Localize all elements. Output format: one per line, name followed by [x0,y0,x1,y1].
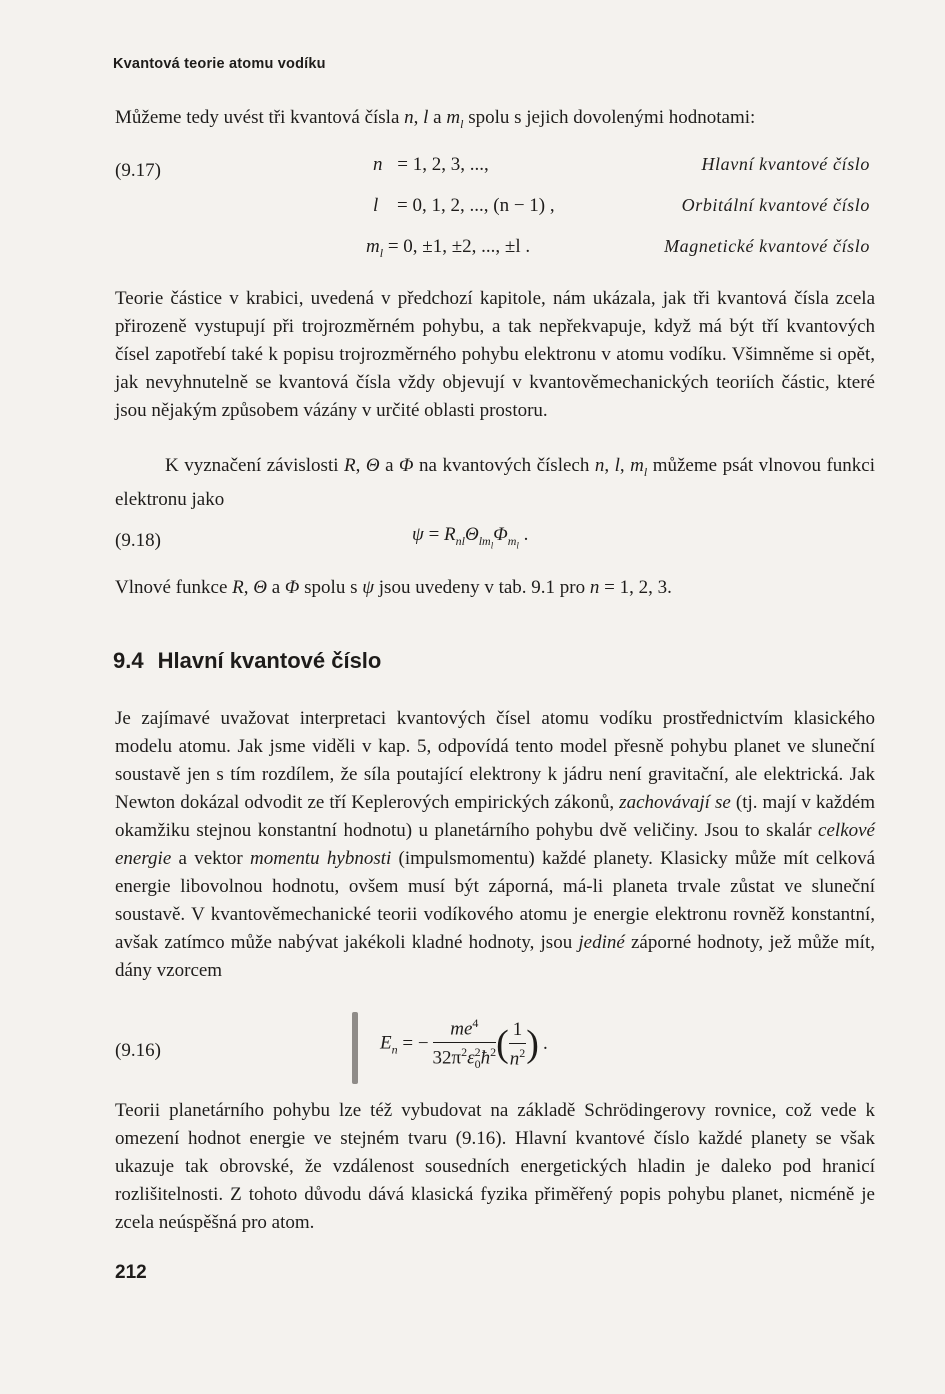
para2-text-c: můžeme psát vlnovou funkci elektronu jako [115,455,875,510]
para2-var-phi: Φ [399,455,414,476]
para2-var-m-sub: l [643,464,648,479]
para4-italic-angular-momentum: momentu hybnosti [250,848,392,869]
para2-comma: , [604,455,615,476]
eq917-row1-label: Hlavní kvantové číslo [701,154,870,174]
eq918-psi: ψ [412,524,424,545]
eq918-theta-sub: lm [478,533,491,548]
eq918-R: R [444,524,456,545]
eq917-number: (9.17) [115,160,161,181]
eq918-theta: Θ [464,524,479,545]
para3-and: a [266,577,285,598]
eq917-row1 [373,154,489,176]
eq916-num: me [450,1018,473,1040]
intro-rest: spolu s jejich dovolenými hodnotami: [463,107,756,128]
eq917-row3-rhs: 0, ±1, ±2, ..., ±l . [403,236,531,257]
para3-var-psi: ψ [362,577,375,598]
eq918-body [412,524,528,550]
paragraph-planetary: Teorii planetárního pohybu lze též vybudovat na základě Schrödingerovy rovnice, což vede k omezení hodnot energie ve stejném tvaru (9.16). Hlavní kvantové číslo každé planety se však ukazuje tak obrovské, že vzdálenost sousedních energetických hladin je daleko pod hranicí rozlišitelnosti. Z tohoto důvodu dává klasická fyzika přiměřený popis pohybu planet, nicméně je zcela neúspěšná pro atom. [115,1100,875,1233]
para2-var-n: n [594,455,605,476]
eq917-row2-label: Orbitální kvantové číslo [681,195,870,215]
para4-text-c: a vektor [171,848,250,869]
para4-italic-conserved: zachovávají se [619,792,731,813]
eq916-den-hbar-sup: 2 [490,1045,497,1060]
eq916-den-eps-sub: 0 [474,1057,481,1072]
eq916-number: (9.16) [115,1040,161,1061]
eq916-den: 32π [432,1047,462,1069]
eq916-inner-den: n [509,1047,520,1069]
eq918-number: (9.18) [115,530,161,551]
paragraph-wavefunction [115,452,875,514]
running-head: Kvantová teorie atomu vodíku [113,56,326,72]
para2-and: a [379,455,400,476]
eq917-row1-lhs: n [373,154,383,175]
para2-text-b: na kvantových číslech [413,455,595,476]
intro-var-m-sub: l [460,116,464,131]
eq918-end: . [518,524,529,545]
eq916-E: E [380,1032,392,1054]
eq916-inner-fraction [509,1019,527,1070]
eq916-den-hbar: ħ [480,1047,491,1069]
para2-var-R: R [344,455,356,476]
eq916-inner-den-sup: 2 [519,1045,526,1060]
eq917-row3-eq: = [383,236,404,257]
eq916-body [380,1016,548,1072]
eq917-row2-eq: = [392,195,413,216]
para3-text-a: Vlnové funkce [115,577,233,598]
page-number: 212 [115,1262,147,1283]
eq916-den-eps-sup: 2 [474,1045,481,1060]
eq917-row3-label: Magnetické kvantové číslo [664,236,870,256]
section-number: 9.4 [113,648,144,673]
eq916-inner-num: 1 [509,1019,527,1044]
para2-var-m: m [630,455,644,476]
eq917-row1-eq: = [392,154,413,175]
eq918-R-sub: nl [455,533,465,548]
para3-text-c: jsou uvedeny v tab. 9.1 pro [374,577,590,598]
para3-var-theta: Θ [253,577,267,598]
eq916-fraction [433,1016,497,1072]
para4-text-d: (impulsmomentu) každé planety. Klasicky může mít celková energie libovolnou hodnotu, ovšem musí být záporná, má-li planeta trvale zůstat ve sluneční soustavě. V kvantověmechanické teorii vodíkového atomu je energie elektronu rovněž konstantní, avšak zatímco může nabývat jakékoli kladné hodnoty, jsou [115,848,875,953]
intro-paragraph [115,104,875,138]
para4-italic-total-energy: celkové energie [115,820,875,869]
eq916-eq: = − [397,1032,429,1054]
paragraph-classical-model [115,705,875,985]
paragraph-box-theory: Teorie částice v krabici, uvedená v předchozí kapitole, nám ukázala, jak tři kvantová čísla zcela přirozeně vystupují při trojrozměrném pohybu, a tak nepřekvapuje, když má být tří kvantových čísel zapotřebí také k popisu trojrozměrného pohybu elektronu v atomu vodíku. Všimněme si opět, jak nevyhnutelně se kvantová čísla vždy objevují v kvantověmechanických teoriích částic, které jsou nějakým způsobem vázány v určité oblasti prostoru. [115,288,875,421]
para2-comma: , [355,455,366,476]
eq917-row1-rhs: 1, 2, 3, ..., [412,154,489,175]
para4-text-b: (tj. mají v každém okamžiku stejnou konstantní hodnotu) u planetárního pohybu dvě veličiny. Jsou to skalár [115,792,876,841]
eq916-E-sub: n [391,1042,398,1057]
para3-var-n: n [589,577,600,598]
eq917-row2 [373,195,555,217]
eq916-den-sup: 2 [461,1045,468,1060]
intro-sep: , [413,107,424,128]
eq918-eq: = [423,524,445,545]
eq917-row3-lhs-sub: l [379,245,384,260]
intro-text: Můžeme tedy uvést tři kvantová čísla [115,107,405,128]
para2-text-a: K vyznačení závislosti [165,455,345,476]
intro-var-n: n [404,107,414,128]
para3-comma: , [243,577,254,598]
section-title: Hlavní kvantové číslo [157,648,382,673]
para4-text-a: Je zajímavé uvažovat interpretaci kvantových čísel atomu vodíku prostřednictvím klasického modelu atomu. Jak jsme viděli v kap. 5, odpovídá tento model přesně pohybu planet ve sluneční soustavě jen s tím rozdílem, že síla poutající elektrony k jádru není gravitační, ale elektrická. Jak Newton dokázal odvodit ze tří Keplerových empirických zákonů, [115,708,875,813]
section-heading [113,648,381,674]
intro-var-l: l [423,107,429,128]
eq917-row3 [366,236,530,261]
eq917-row3-lhs: m [366,236,380,257]
para2-var-l: l [614,455,620,476]
para2-var-theta: Θ [365,455,380,476]
margin-mark-bar [352,1012,358,1084]
eq916-paren-close: ) [526,1023,539,1066]
para3-var-phi: Φ [284,577,300,598]
eq916-num-sup: 4 [472,1016,479,1030]
eq917-row2-rhs: 0, 1, 2, ..., (n − 1) , [412,195,555,216]
eq917-row2-lhs: l [373,195,379,216]
para2-comma: , [619,455,631,476]
paragraph-table-ref [115,574,875,602]
para4-italic-only: jediné [578,932,625,953]
eq916-end: . [542,1032,548,1054]
eq916-den-eps: ε [467,1047,475,1069]
para3-text-b: spolu s [299,577,363,598]
intro-var-m: m [446,107,461,128]
para4-text-e: záporné hodnoty, jež může mít, dány vzorcem [115,932,875,981]
eq918-phi-subsub: l [516,540,519,551]
eq918-phi-sub: m [507,533,517,548]
para3-text-d: = 1, 2, 3. [599,577,672,598]
eq918-phi: Φ [493,524,508,545]
intro-and: a [428,107,447,128]
eq916-paren-open: ( [496,1023,509,1066]
para3-var-R: R [232,577,244,598]
eq918-theta-subsub: l [490,540,494,551]
